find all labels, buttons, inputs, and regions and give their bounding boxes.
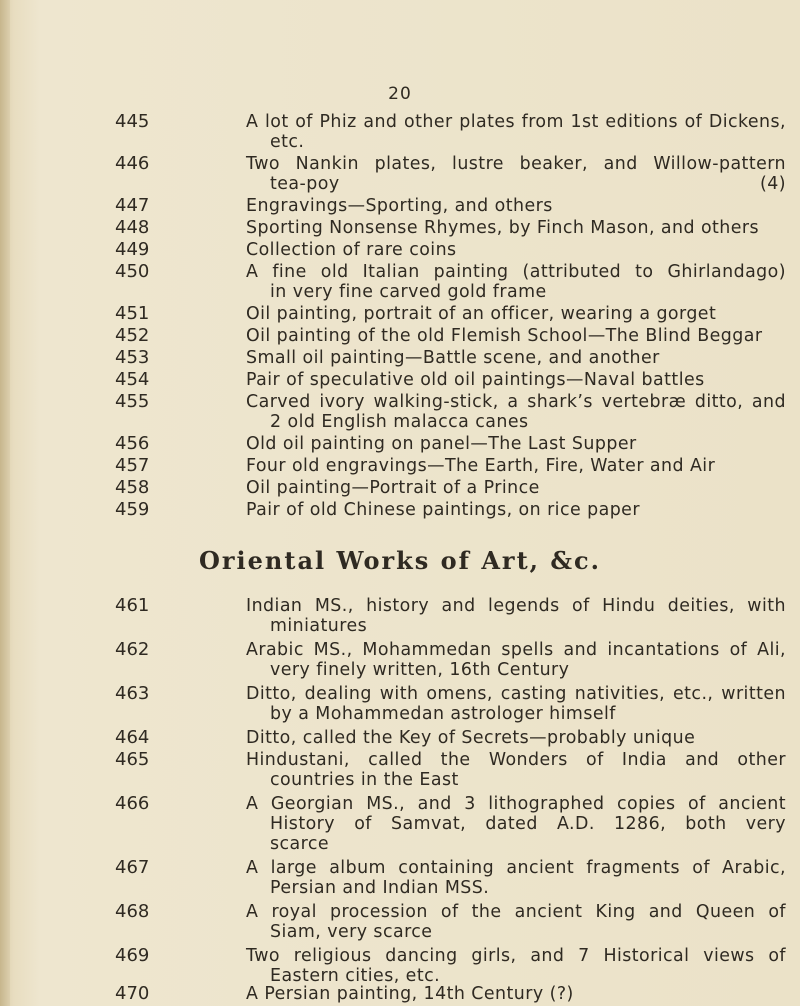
lot-number: 459 [115,499,150,520]
lot-description: A Georgian MS., and 3 lithographed copies of ancient [246,794,786,814]
lot-description: Arabic MS., Mohammedan spells and incantations of Ali, [246,640,786,660]
lot-description: Pair of old Chinese paintings, on rice paper [246,500,640,520]
lot-description-cont: countries in the East [270,770,459,790]
lot-description: Ditto, dealing with omens, casting nativities, etc., written [246,684,786,704]
page-edge [0,0,10,1006]
lot-description-cont [246,174,786,194]
section-heading: Oriental Works of Art, &c. [198,546,602,575]
lot-number: 456 [115,433,150,454]
lot-number: 447 [115,195,150,216]
lot-number: 470 [115,983,150,1004]
lot-description-cont: etc. [270,132,305,152]
lot-description: Sporting Nonsense Rhymes, by Finch Mason, and others [246,218,760,238]
lot-quantity: (4) [760,174,786,194]
lot-description: Engravings—Sporting, and others [246,196,553,216]
lot-number: 462 [115,639,150,660]
lot-number: 451 [115,303,150,324]
lot-number: 467 [115,857,150,878]
lot-description-cont: by a Mohammedan astrologer himself [270,704,616,724]
lot-description-cont: very finely written, 16th Century [270,660,570,680]
lot-description: A Persian painting, 14th Century (?) [246,984,574,1004]
lot-number: 455 [115,391,150,412]
lot-description: A large album containing ancient fragments of Arabic, [246,858,786,878]
lot-description-cont: scarce [270,834,330,854]
lot-description: Two Nankin plates, lustre beaker, and Willow-pattern [246,154,786,174]
lot-number: 469 [115,945,150,966]
lot-description: Small oil painting—Battle scene, and another [246,348,660,368]
lot-number: 468 [115,901,150,922]
lot-description-cont: in very fine carved gold frame [270,282,547,302]
lot-description: Oil painting of the old Flemish School—The Blind Beggar [246,326,763,346]
lot-description: Oil painting—Portrait of a Prince [246,478,540,498]
lot-number: 453 [115,347,150,368]
lot-number: 445 [115,111,150,132]
lot-description-cont: Persian and Indian MSS. [270,878,490,898]
lot-description: Carved ivory walking-stick, a shark’s vertebræ ditto, and [246,392,786,412]
lot-description: Indian MS., history and legends of Hindu deities, with [246,596,786,616]
lot-number: 465 [115,749,150,770]
lot-description: Ditto, called the Key of Secrets—probably unique [246,728,696,748]
lot-description: Hindustani, called the Wonders of India and other [246,750,786,770]
lot-description-cont: History of Samvat, dated A.D. 1286, both very [270,814,786,834]
lot-description: Oil painting, portrait of an officer, wearing a gorget [246,304,717,324]
lot-description-cont: 2 old English malacca canes [270,412,529,432]
lot-description: Two religious dancing girls, and 7 Historical views of [246,946,786,966]
lot-description-cont: miniatures [270,616,368,636]
lot-description: Collection of rare coins [246,240,457,260]
lot-number: 454 [115,369,150,390]
lot-description: Pair of speculative old oil paintings—Naval battles [246,370,705,390]
lot-number: 449 [115,239,150,260]
lot-number: 461 [115,595,150,616]
lot-number: 458 [115,477,150,498]
lot-number: 448 [115,217,150,238]
lot-description: Four old engravings—The Earth, Fire, Water and Air [246,456,716,476]
lot-number: 463 [115,683,150,704]
lot-description-cont: Eastern cities, etc. [270,966,441,986]
lot-description: A royal procession of the ancient King and Queen of [246,902,786,922]
page-number: 20 [388,84,412,104]
lot-description-text: tea-poy [270,174,340,194]
lot-description: A lot of Phiz and other plates from 1st editions of Dickens, [246,112,786,132]
lot-description-cont: Siam, very scarce [270,922,433,942]
lot-number: 446 [115,153,150,174]
lot-number: 452 [115,325,150,346]
lot-description: A fine old Italian painting (attributed to Ghirlandago) [246,262,786,282]
lot-number: 466 [115,793,150,814]
lot-description: Old oil painting on panel—The Last Supper [246,434,637,454]
lot-number: 450 [115,261,150,282]
lot-number: 464 [115,727,150,748]
lot-number: 457 [115,455,150,476]
